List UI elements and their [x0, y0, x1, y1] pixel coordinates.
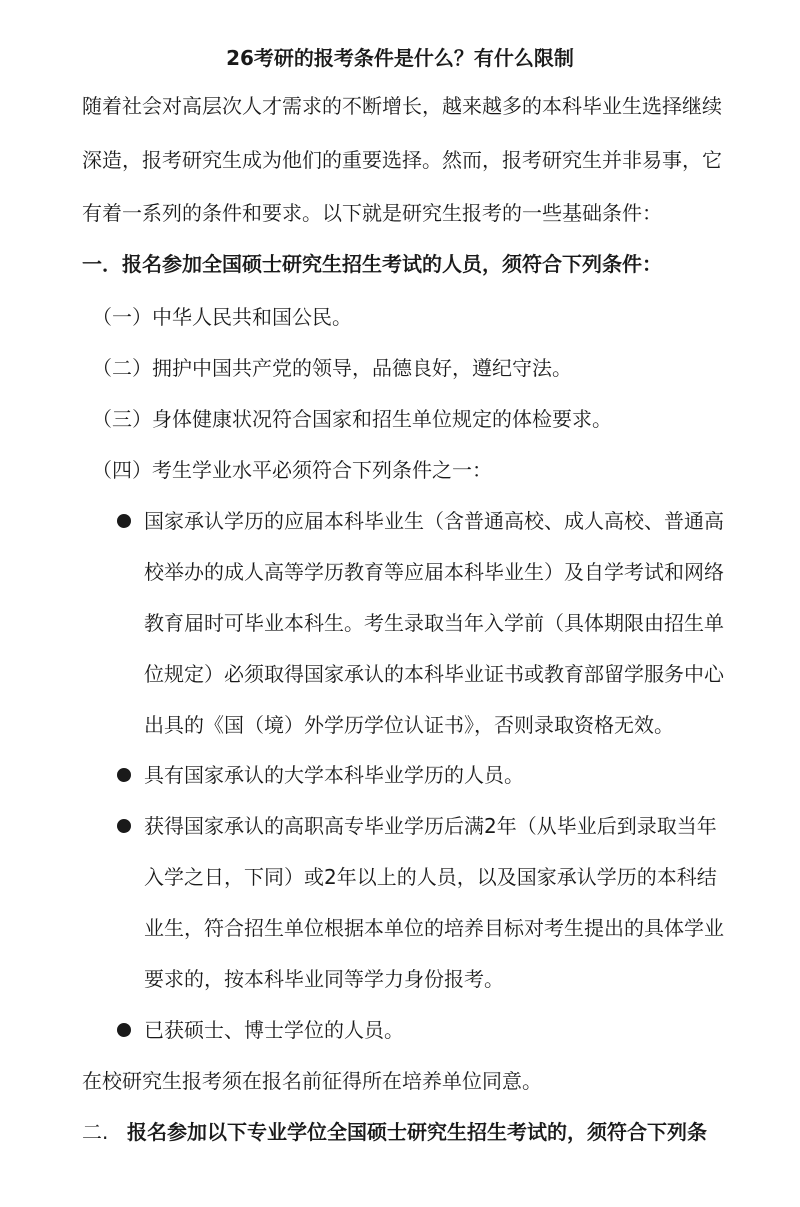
bullet-1-line-4: 位规定）必须取得国家承认的本科毕业证书或教育部留学服务中心	[144, 662, 724, 686]
bullet-2-line-1: 具有国家承认的大学本科毕业学历的人员。	[144, 763, 524, 787]
bullet-3-line-3: 业生，符合招生单位根据本单位的培养目标对考生提出的具体学业	[144, 916, 724, 940]
bullet-1-line-2: 校举办的成人高等学历教育等应届本科毕业生）及自学考试和网络	[144, 560, 724, 584]
bullet-3-line-4: 要求的，按本科毕业同等学力身份报考。	[144, 967, 504, 991]
bullet-3-line-2: 入学之日，下同）或2年以上的人员，以及国家承认学历的本科结	[144, 865, 717, 889]
bullet-icon	[117, 1023, 131, 1037]
bullet-1-line-5: 出具的《国（境）外学历学位认证书》，否则录取资格无效。	[144, 713, 674, 737]
intro-line-2: 深造，报考研究生成为他们的重要选择。然而，报考研究生并非易事，它	[82, 148, 722, 172]
condition-4: （四）考生学业水平必须符合下列条件之一：	[92, 458, 492, 482]
intro-line-1: 随着社会对高层次人才需求的不断增长，越来越多的本科毕业生选择继续	[82, 94, 722, 118]
condition-1: （一）中华人民共和国公民。	[92, 305, 352, 329]
section-2-heading: 报名参加以下专业学位全国硕士研究生招生考试的，须符合下列条	[127, 1120, 707, 1144]
note-line: 在校研究生报考须在报名前征得所在培养单位同意。	[82, 1069, 542, 1093]
intro-line-3: 有着一系列的条件和要求。以下就是研究生报考的一些基础条件：	[82, 201, 662, 225]
condition-2: （二）拥护中国共产党的领导，品德良好，遵纪守法。	[92, 356, 572, 380]
bullet-4-line-1: 已获硕士、博士学位的人员。	[144, 1018, 404, 1042]
document-title: 26考研的报考条件是什么？有什么限制	[226, 46, 574, 70]
bullet-icon	[117, 768, 131, 782]
bullet-icon	[117, 514, 131, 528]
bullet-icon	[117, 819, 131, 833]
bullet-1-line-1: 国家承认学历的应届本科毕业生（含普通高校、成人高校、普通高	[144, 509, 724, 533]
bullet-3-line-1: 获得国家承认的高职高专毕业学历后满2年（从毕业后到录取当年	[144, 814, 717, 838]
bullet-1-line-3: 教育届时可毕业本科生。考生录取当年入学前（具体期限由招生单	[144, 611, 724, 635]
condition-3: （三）身体健康状况符合国家和招生单位规定的体检要求。	[92, 407, 612, 431]
section-2-number: 二.	[82, 1120, 109, 1144]
section-1-heading: 一．报名参加全国硕士研究生招生考试的人员，须符合下列条件：	[82, 252, 662, 276]
